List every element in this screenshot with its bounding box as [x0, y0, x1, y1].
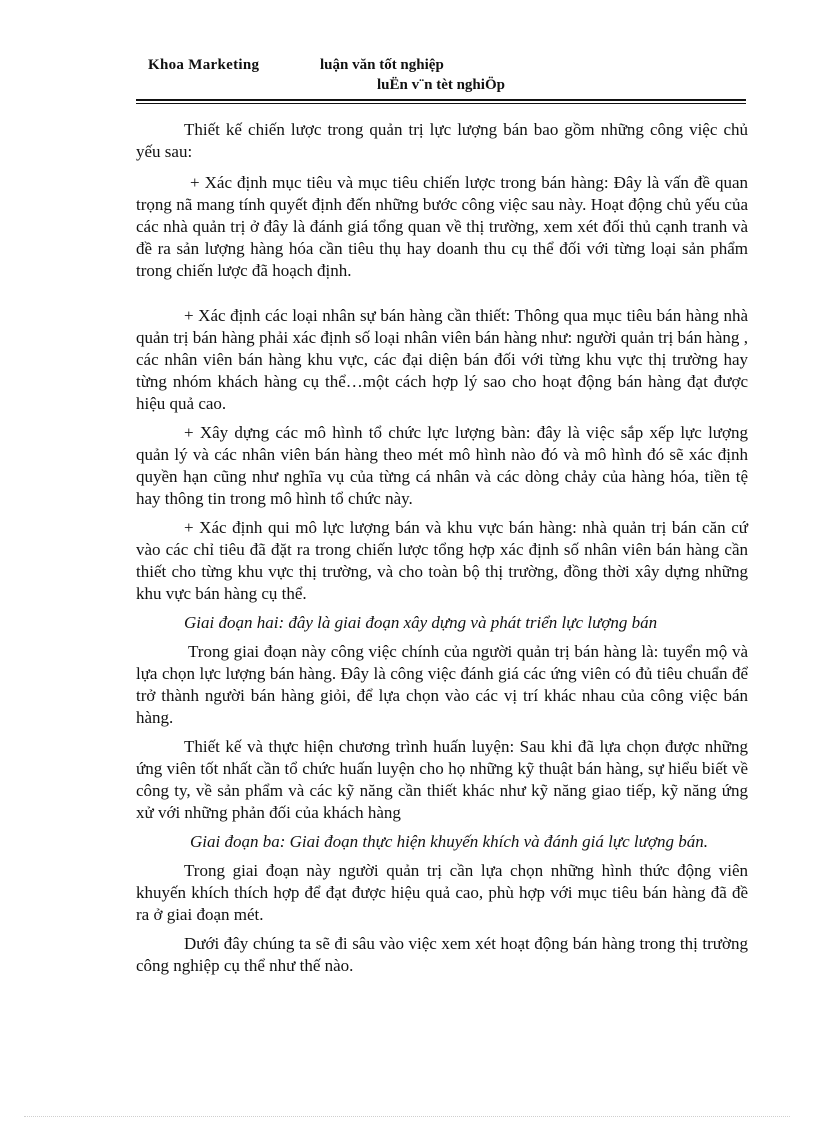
heading-phase-three: Giai đoạn ba: Giai đoạn thực hiện khuyến khích và đánh giá lực lượng bán. — [190, 832, 708, 851]
header-rule-thin — [136, 103, 746, 104]
heading-phase-two: Giai đoạn hai: đây là giai đoạn xây dựng và phát triển lực lượng bán — [184, 613, 658, 632]
paragraph-recruitment: Trong giai đoạn này công việc chính của người quản trị bán hàng là: tuyển mộ và lựa chọn lực lượng bán hàng. Đây là công việc đánh giá các ứng viên có đủ tiêu chuẩn để trở thành người bán hàng giỏi, để lựa chọn vào các vị trí khác nhau của công việc bán hàng. — [136, 642, 748, 727]
page-header — [148, 57, 748, 99]
paragraph-motivation: Trong giai đoạn này người quản trị cần lựa chọn những hình thức động viên khuyến khích thích hợp để đạt được hiệu quả cao, phù hợp với mục tiêu bán hàng đã đề ra ở giai đoạn mét. — [136, 861, 748, 924]
paragraph-intro: Thiết kế chiến lược trong quản trị lực lượng bán bao gồm những công việc chủ yếu sau: — [136, 120, 748, 161]
document-body — [136, 119, 748, 977]
header-title-garbled: luËn v¨n tèt nghiÖp — [377, 77, 505, 93]
header-rule-thick — [136, 99, 746, 101]
paragraph-sales-personnel: + Xác định các loại nhân sự bán hàng cần thiết: Thông qua mục tiêu bán hàng nhà quản trị bán hàng phải xác định số loại nhân viên bán hàng như: người quản trị bán hàng , các nhân viên bán hàng khu vực, các đại diện bán đối với từng khu vực thị trường hay từng nhóm khách hàng cụ thể…một cách hợp lý sao cho hoạt động bán hàng đạt được hiệu quả cao. — [136, 306, 748, 413]
paragraph-sales-force-size: + Xác định qui mô lực lượng bán và khu vực bán hàng: nhà quản trị bán căn cứ vào các chỉ tiêu đã đặt ra trong chiến lược tổng hợp xác định số nhân viên bán hàng cần thiết cho từng khu vực thị trường, và cho toàn bộ thị trường, đồng thời xây dựng những khu vực bán hàng cụ thể. — [136, 518, 748, 603]
header-faculty: Khoa Marketing — [148, 57, 260, 73]
paragraph-training: Thiết kế và thực hiện chương trình huấn luyện: Sau khi đã lựa chọn được những ứng viên tốt nhất cần tổ chức huấn luyện cho họ những kỹ thuật bán hàng, sự hiểu biết về công ty, về sản phẩm và các kỹ năng cần thiết khác như kỹ năng giao tiếp, kỹ năng ứng xử với những phản đối của khách hàng — [136, 737, 748, 822]
paragraph-org-models: + Xây dựng các mô hình tổ chức lực lượng bàn: đây là việc sắp xếp lực lượng quản lý và các nhân viên bán hàng theo mét mô hình nào đó và mô hình đó sẽ xác định quyền hạn cũng như nghĩa vụ của từng cá nhân và các dòng chảy của hàng hóa, tiền tệ hay thông tin trong mô hình tổ chức này. — [136, 423, 748, 508]
paragraph-sales-objectives: + Xác định mục tiêu và mục tiêu chiến lược trong bán hàng: Đây là vấn đề quan trọng nã mang tính quyết định đến những bước công việc sau này. Hoạt động chủ yếu của các nhà quản trị ở đây là đánh giá tổng quan về thị trường, xem xét đối thủ cạnh tranh và đề ra sản lượng hàng hóa cần tiêu thụ hay doanh thu cụ thể đối với từng loại sản phẩm trong chiến lược đã hoạch định. — [136, 173, 748, 280]
page-bottom-dotted-border — [24, 1116, 790, 1117]
header-title: luận văn tốt nghiệp — [320, 57, 444, 73]
paragraph-industrial-market: Dưới đây chúng ta sẽ đi sâu vào việc xem xét hoạt động bán hàng trong thị trường công nghiệp cụ thể như thế nào. — [136, 934, 748, 975]
